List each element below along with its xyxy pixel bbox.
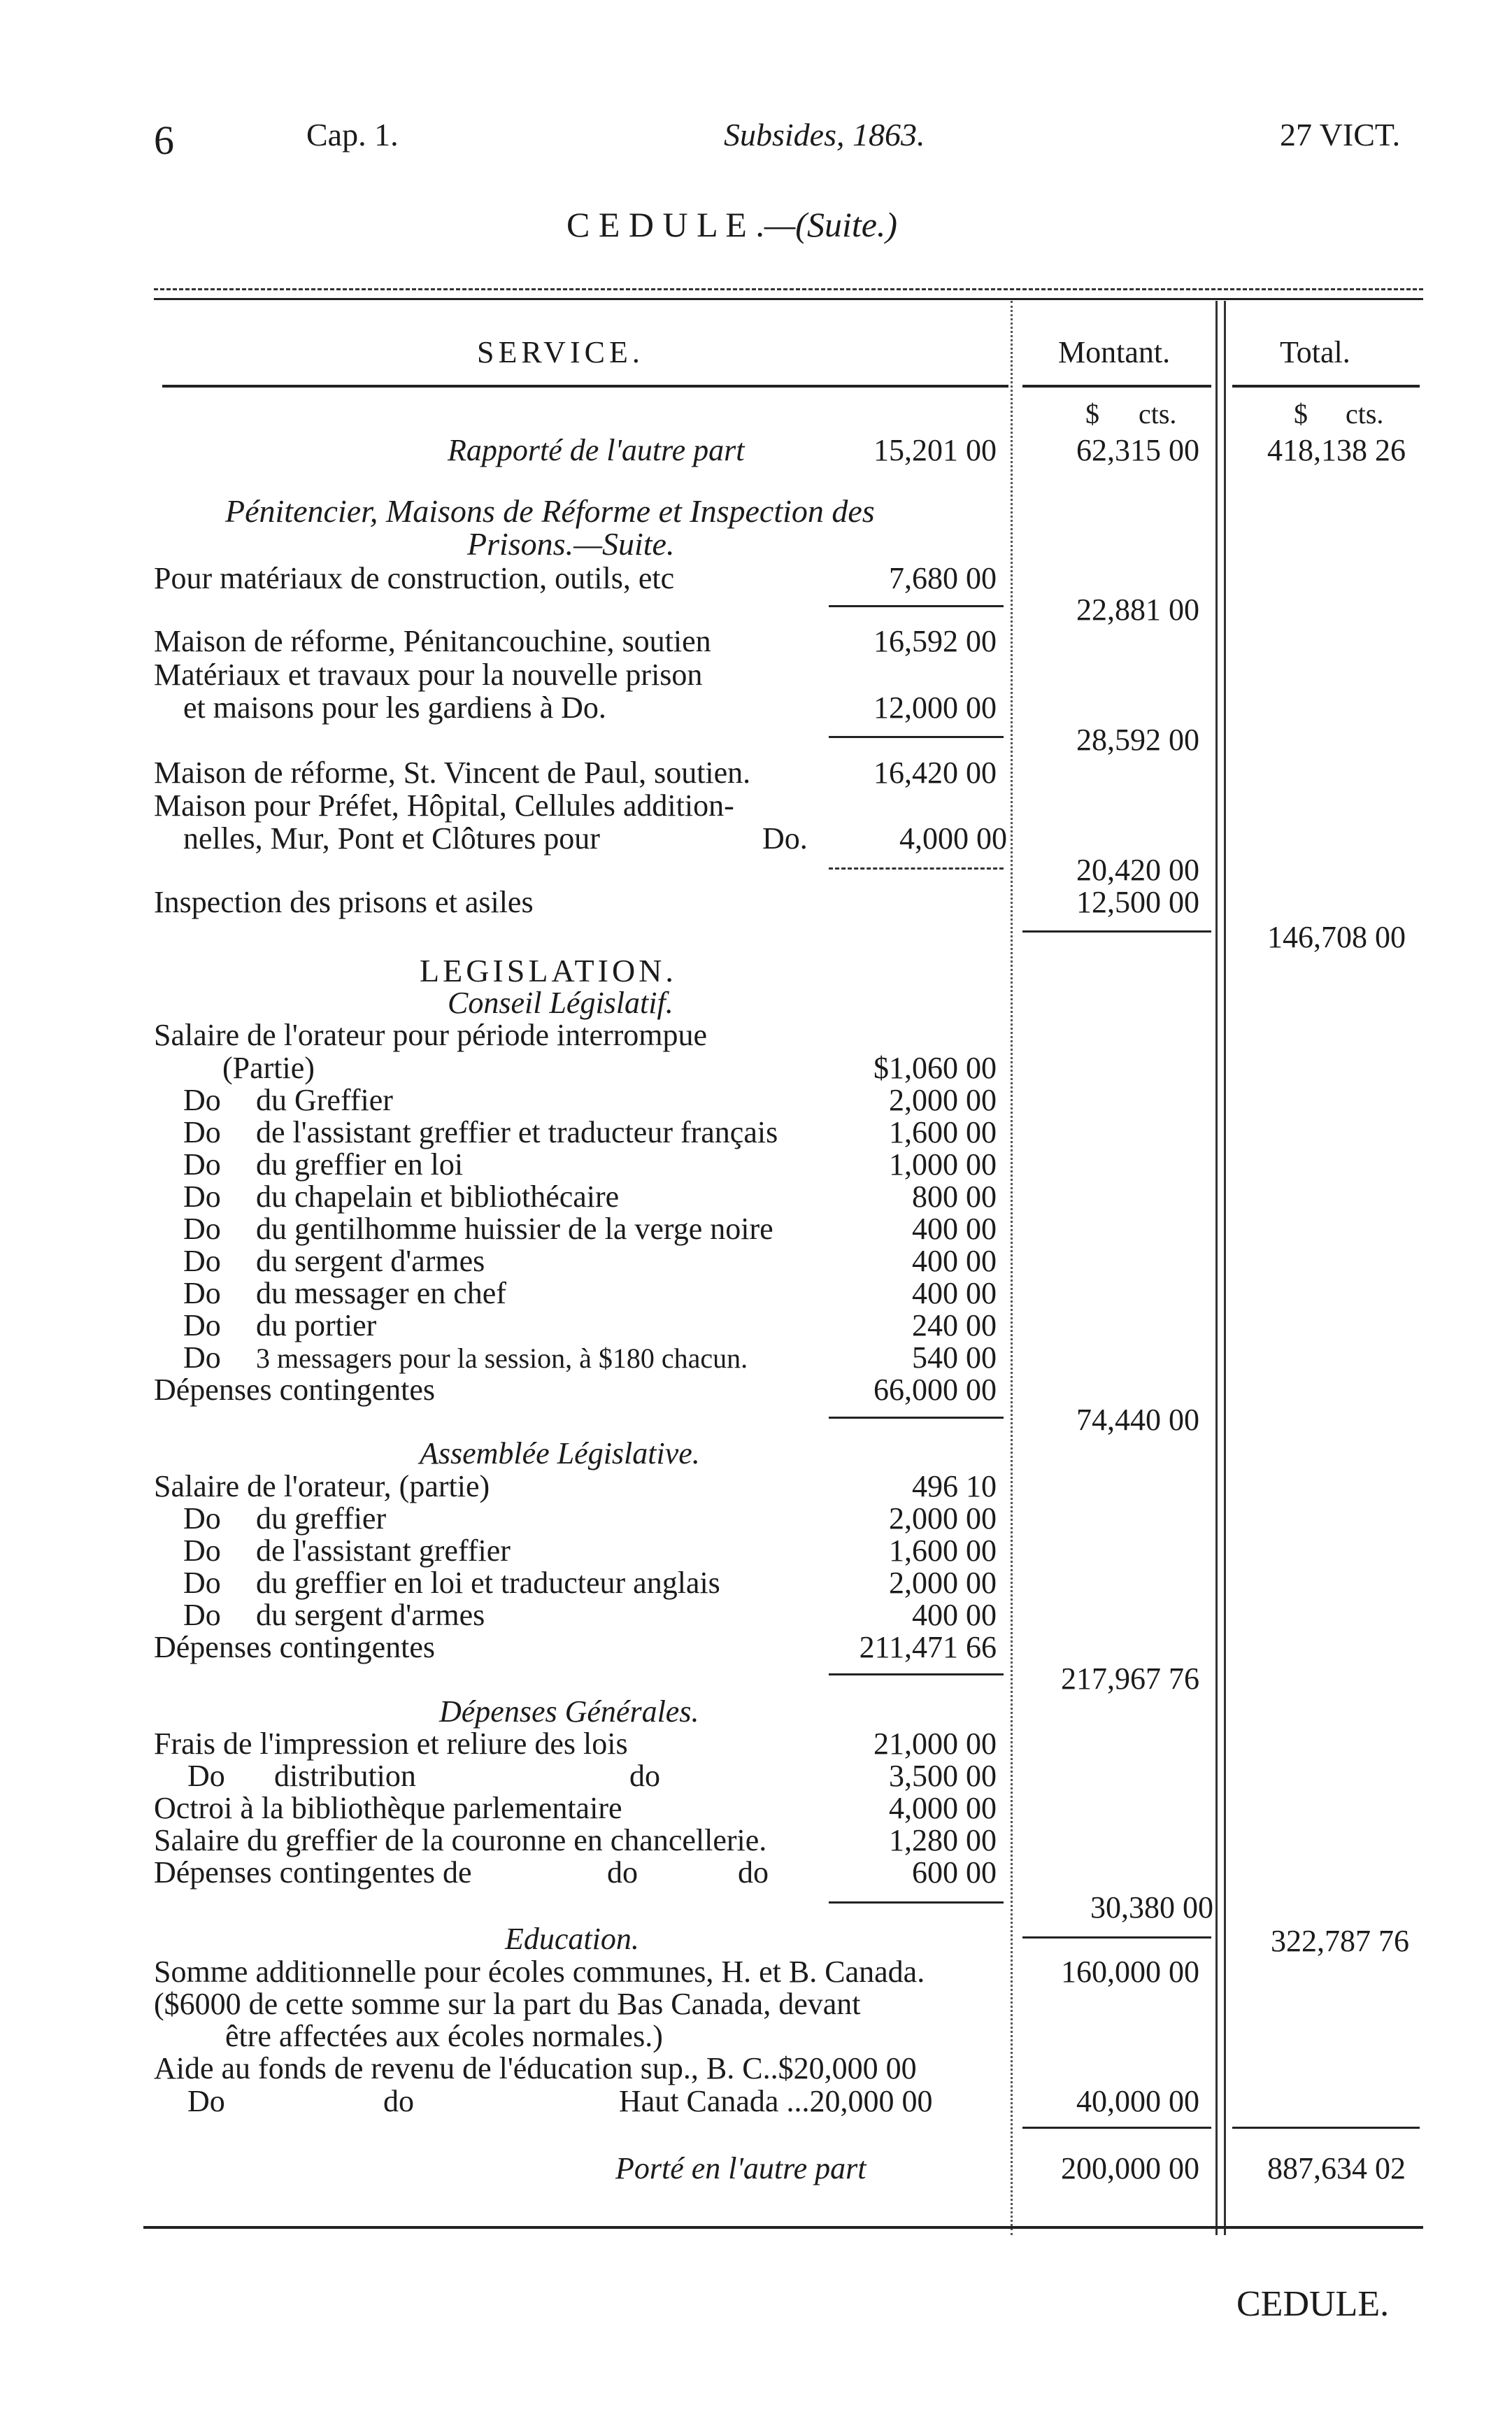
cl-9-ditto: Do — [183, 1340, 221, 1375]
dg-3-label: Octroi à la bibliothèque parlementaire — [154, 1791, 622, 1825]
cl-8-label: du portier — [256, 1308, 377, 1342]
section-education: Education. — [505, 1922, 639, 1956]
ed-1-label: Somme additionnelle pour écoles communes, H. et B. Canada. — [154, 1955, 925, 1989]
penitan-label: Maison de réforme, Pénitancouchine, soutien — [154, 624, 711, 658]
al-dep-amount: 211,471 66 — [859, 1630, 997, 1664]
prefet-1: Maison pour Préfet, Hôpital, Cellules addition- — [154, 788, 734, 823]
vincent-amount: 16,420 00 — [873, 756, 997, 790]
ed-2-line-1: ($6000 de cette somme sur la part du Bas Canada, devant — [154, 1987, 861, 2021]
header-rule-service — [162, 385, 1008, 388]
cl-9-amount: 540 00 — [912, 1340, 997, 1375]
subtotal-rule-dg — [829, 1901, 1004, 1904]
cl-6-ditto: Do — [183, 1244, 221, 1278]
al-dep-label: Dépenses contingentes — [154, 1630, 435, 1664]
cl-3-label: du greffier en loi — [256, 1147, 464, 1182]
al-3-label: du greffier en loi et traducteur anglais — [256, 1566, 720, 1600]
ed-1-montant: 160,000 00 — [1061, 1955, 1199, 1989]
cl-1-amount: 2,000 00 — [889, 1083, 997, 1117]
carried-forward-total: 418,138 26 — [1267, 433, 1406, 467]
al-1-ditto: Do — [183, 1501, 221, 1536]
cl-salaire-1: Salaire de l'orateur pour période interrompue — [154, 1018, 708, 1052]
prefet-ditto: Do. — [762, 821, 808, 856]
unit-dollars-total: $ — [1294, 398, 1308, 430]
nouvelle-prison-amount: 12,000 00 — [873, 690, 997, 725]
unit-cents-montant: cts. — [1139, 398, 1177, 430]
dg-5-ditto-2: do — [738, 1855, 769, 1890]
running-title: Subsides, 1863. — [724, 117, 925, 153]
cl-6-label: du sergent d'armes — [256, 1244, 485, 1278]
cl-4-label: du chapelain et bibliothécaire — [256, 1179, 620, 1214]
table-top-rule-2 — [154, 298, 1423, 300]
subtotal-rule-3 — [829, 867, 1004, 870]
section-penitencier-1: Pénitencier, Maisons de Réforme et Inspection des — [225, 493, 875, 529]
schedule-title-main: C E D U L E . — [566, 205, 764, 244]
cl-7-ditto: Do — [183, 1276, 221, 1310]
dg-1-label: Frais de l'impression et reliure des lois — [154, 1727, 628, 1761]
col-divider-montant-a — [1215, 301, 1218, 2235]
inspection-montant: 12,500 00 — [1076, 885, 1199, 919]
dg-5-amount: 600 00 — [912, 1855, 997, 1890]
subtotal-1: 22,881 00 — [1076, 593, 1199, 627]
section-assemblee-legislative: Assemblée Législative. — [420, 1436, 700, 1470]
total-rule-final — [1232, 2127, 1420, 2129]
subtotal-3: 20,420 00 — [1076, 853, 1199, 887]
cl-2-label: de l'assistant greffier et traducteur français — [256, 1115, 778, 1149]
carried-forward-amount: 15,201 00 — [873, 433, 997, 467]
cl-4-ditto: Do — [183, 1179, 221, 1214]
col-header-service: SERVICE. — [477, 335, 644, 369]
montant-rule-final — [1022, 2127, 1211, 2129]
section-depenses-generales: Dépenses Générales. — [439, 1694, 699, 1729]
schedule-title-suite: —(Suite.) — [764, 205, 898, 244]
total-1: 146,708 00 — [1267, 920, 1406, 954]
al-3-amount: 2,000 00 — [889, 1566, 997, 1600]
unit-cents-total: cts. — [1346, 398, 1384, 430]
al-4-label: du sergent d'armes — [256, 1598, 485, 1632]
dg-2-ditto: Do — [187, 1759, 225, 1793]
cl-1-ditto: Do — [183, 1083, 221, 1117]
cl-7-label: du messager en chef — [256, 1276, 506, 1310]
inspection-label: Inspection des prisons et asiles — [154, 885, 534, 919]
table-bottom-rule — [143, 2226, 1423, 2229]
cl-salaire-amount: $1,060 00 — [873, 1051, 997, 1085]
al-2-label: de l'assistant greffier — [256, 1533, 511, 1568]
carried-forward-label: Rapporté de l'autre part — [448, 433, 745, 467]
materiaux-label: Pour matériaux de construction, outils, etc — [154, 561, 675, 595]
subtotal-dg: 30,380 00 — [1090, 1890, 1213, 1925]
col-divider-service — [1011, 301, 1013, 2235]
cl-8-ditto: Do — [183, 1308, 221, 1342]
al-1-amount: 2,000 00 — [889, 1501, 997, 1536]
al-3-ditto: Do — [183, 1566, 221, 1600]
dg-2-amount: 3,500 00 — [889, 1759, 997, 1793]
dg-2-ditto-2: do — [629, 1759, 660, 1793]
cl-6-amount: 400 00 — [912, 1244, 997, 1278]
al-salaire-amount: 496 10 — [912, 1469, 997, 1503]
cl-dep-label: Dépenses contingentes — [154, 1373, 435, 1407]
cl-5-ditto: Do — [183, 1212, 221, 1246]
col-divider-montant-b — [1224, 301, 1226, 2235]
carried-forward-montant: 62,315 00 — [1076, 433, 1199, 467]
cl-salaire-2: (Partie) — [222, 1051, 315, 1085]
al-2-ditto: Do — [183, 1533, 221, 1568]
prefet-2: nelles, Mur, Pont et Clôtures pour — [183, 821, 600, 856]
ed-2-line-2: être affectées aux écoles normales.) — [225, 2019, 663, 2053]
subtotal-rule-al — [829, 1673, 1004, 1675]
dg-1-amount: 21,000 00 — [873, 1727, 997, 1761]
cl-3-ditto: Do — [183, 1147, 221, 1182]
ed-4-ditto: Do — [187, 2084, 225, 2118]
al-2-amount: 1,600 00 — [889, 1533, 997, 1568]
dg-3-amount: 4,000 00 — [889, 1791, 997, 1825]
subtotal-al: 217,967 76 — [1061, 1661, 1199, 1696]
nouvelle-prison-1: Matériaux et travaux pour la nouvelle prison — [154, 658, 703, 692]
carried-over-montant: 200,000 00 — [1061, 2151, 1199, 2185]
section-conseil-legislatif: Conseil Législatif. — [448, 986, 673, 1020]
cl-5-amount: 400 00 — [912, 1212, 997, 1246]
cl-7-amount: 400 00 — [912, 1276, 997, 1310]
prefet-amount: 4,000 00 — [899, 821, 1007, 856]
subtotal-rule-1 — [829, 605, 1004, 607]
dg-5-label: Dépenses contingentes de — [154, 1855, 472, 1890]
dg-2-label: distribution — [274, 1759, 416, 1793]
cl-8-amount: 240 00 — [912, 1308, 997, 1342]
chapter-label: Cap. 1. — [306, 117, 399, 153]
al-1-label: du greffier — [256, 1501, 387, 1536]
cl-dep-amount: 66,000 00 — [873, 1373, 997, 1407]
dg-5-ditto: do — [607, 1855, 638, 1890]
total-rule-1 — [1022, 930, 1211, 933]
ed-4-ditto-2: do — [383, 2084, 414, 2118]
total-rule-2 — [1022, 1936, 1211, 1939]
al-4-ditto: Do — [183, 1598, 221, 1632]
ed-4-montant: 40,000 00 — [1076, 2084, 1199, 2118]
nouvelle-prison-2: et maisons pour les gardiens à Do. — [183, 690, 606, 725]
col-header-montant: Montant. — [1058, 335, 1171, 369]
subtotal-2: 28,592 00 — [1076, 723, 1199, 757]
subtotal-cl: 74,440 00 — [1076, 1403, 1199, 1437]
schedule-title — [566, 207, 897, 242]
col-header-total: Total. — [1280, 335, 1350, 369]
al-salaire-label: Salaire de l'orateur, (partie) — [154, 1469, 490, 1503]
cl-5-label: du gentilhomme huissier de la verge noire — [256, 1212, 773, 1246]
dg-4-amount: 1,280 00 — [889, 1823, 997, 1857]
subtotal-rule-2 — [829, 736, 1004, 738]
section-penitencier-2 — [467, 528, 674, 560]
cl-2-amount: 1,600 00 — [889, 1115, 997, 1149]
total-2: 322,787 76 — [1271, 1924, 1409, 1958]
al-4-amount: 400 00 — [912, 1598, 997, 1632]
subtotal-rule-cl — [829, 1417, 1004, 1419]
carried-over-total: 887,634 02 — [1267, 2151, 1406, 2185]
ed-4-label: Haut Canada ...20,000 00 — [619, 2084, 933, 2118]
penitan-amount: 16,592 00 — [873, 624, 997, 658]
materiaux-amount: 7,680 00 — [889, 561, 997, 595]
cl-9-label: 3 messagers pour la session, à $180 chacun. — [256, 1342, 748, 1374]
cl-3-amount: 1,000 00 — [889, 1147, 997, 1182]
table-top-rule — [154, 288, 1423, 290]
cl-4-amount: 800 00 — [912, 1179, 997, 1214]
header-rule-montant — [1022, 385, 1211, 388]
catchword: CEDULE. — [1236, 2284, 1390, 2324]
reign-label: 27 VICT. — [1280, 117, 1401, 153]
header-rule-total — [1232, 385, 1420, 388]
cl-2-ditto: Do — [183, 1115, 221, 1149]
dg-4-label: Salaire du greffier de la couronne en chancellerie. — [154, 1823, 767, 1857]
page-number: 6 — [154, 118, 174, 163]
section-legislation: LEGISLATION. — [420, 953, 677, 988]
section-penitencier-2-text: Prisons.—Suite. — [467, 526, 675, 562]
cl-1-label: du Greffier — [256, 1083, 393, 1117]
carried-over-label: Porté en l'autre part — [615, 2151, 866, 2185]
unit-dollars-montant: $ — [1085, 398, 1099, 430]
vincent-label: Maison de réforme, St. Vincent de Paul, soutien. — [154, 756, 751, 790]
ed-3-label: Aide au fonds de revenu de l'éducation sup., B. C..$20,000 00 — [154, 2051, 917, 2085]
